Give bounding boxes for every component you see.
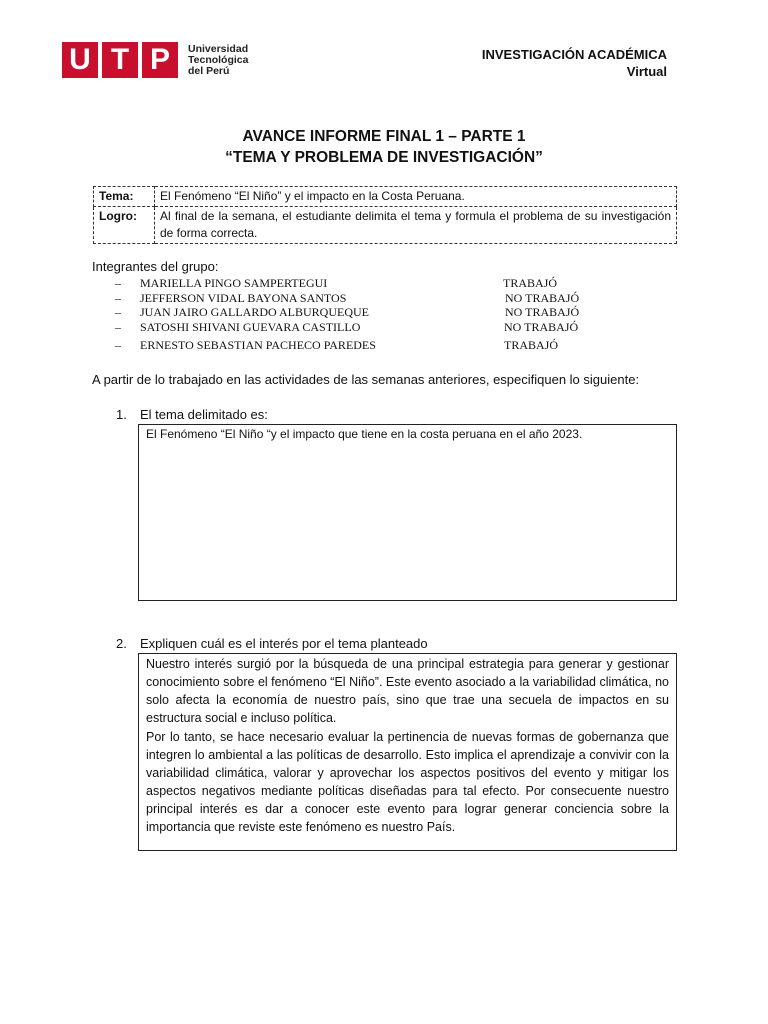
question-1-number: 1. (116, 407, 127, 422)
member-dash: – (115, 305, 121, 319)
tema-row (94, 187, 677, 207)
answer-1-text: El Fenómeno “El Niño “y el impacto que tiene en la costa peruana en el año 2023. (146, 427, 583, 441)
question-2-text: Expliquen cuál es el interés por el tema planteado (140, 636, 428, 651)
member-name: JEFFERSON VIDAL BAYONA SANTOS (140, 291, 347, 305)
member-name: JUAN JAIRO GALLARDO ALBURQUEQUE (140, 305, 369, 319)
logro-label: Logro: (94, 207, 155, 244)
question-2-number: 2. (116, 636, 127, 651)
member-dash: – (115, 320, 121, 334)
instructions-text: A partir de lo trabajado en las actividades de las semanas anteriores, especifiquen lo siguiente: (92, 372, 640, 387)
logro-value: Al final de la semana, el estudiante delimita el tema y formula el problema de su investigación de forma correcta. (155, 207, 677, 244)
member-dash: – (115, 338, 121, 352)
question-1-label (116, 407, 268, 422)
header-course-title: INVESTIGACIÓN ACADÉMICA (481, 47, 667, 62)
answer-2-paragraph-1: Nuestro interés surgió por la búsqueda de una principal estrategia para generar y gestionar conocimiento sobre el fenómeno “El Niño”. Este evento asociado a la variabilidad climática, no solo afecta la economía de nuestro país, sino que trae una secuela de impactos en su estructura social e incluso política. (146, 657, 669, 725)
member-name: ERNESTO SEBASTIAN PACHECO PAREDES (140, 338, 376, 352)
logo-university-name: Universidad Tecnológica del Perú (188, 42, 249, 77)
question-1-text: El tema delimitado es: (140, 407, 268, 422)
member-status: TRABAJÓ (503, 276, 558, 290)
tema-label: Tema: (94, 187, 155, 207)
member-name: SATOSHI SHIVANI GUEVARA CASTILLO (140, 320, 361, 334)
header-modality: Virtual (626, 64, 667, 79)
group-title: Integrantes del grupo: (92, 259, 219, 274)
member-status: NO TRABAJÓ (505, 291, 580, 305)
logo-letter-t: T (102, 42, 138, 78)
logo-letter-u: U (62, 42, 98, 78)
member-dash: – (115, 291, 121, 305)
member-name: MARIELLA PINGO SAMPERTEGUI (140, 276, 328, 290)
answer-2-paragraph-2: Por lo tanto, se hace necesario evaluar la pertinencia de nuevas formas de gobernanza que integren lo ambiental a las políticas de desarrollo. Esto implica el aprendizaje a convivir con la variabilidad climática, valorar y aprovechar los aspectos positivos del evento y mitigar los aspectos negativos mediante políticas diseñadas para tal efecto. Por consecuente nuestro principal interés es dar a conocer este evento para lograr generar conciencia sobre la importancia que reviste este fenómeno es nuestro País. (146, 730, 669, 834)
question-2-label (116, 636, 428, 651)
answer-2-box (138, 653, 677, 851)
logro-row (94, 207, 677, 244)
utp-logo (62, 42, 248, 78)
document-title (0, 126, 768, 168)
member-dash: – (115, 276, 121, 290)
tema-value: El Fenómeno “El Niño” y el impacto en la Costa Peruana. (155, 187, 677, 207)
member-status: NO TRABAJÓ (504, 320, 579, 334)
title-line-2: “TEMA Y PROBLEMA DE INVESTIGACIÓN” (225, 149, 543, 166)
info-table (93, 186, 677, 244)
logo-letter-p: P (142, 42, 178, 78)
member-status: TRABAJÓ (504, 338, 559, 352)
member-status: NO TRABAJÓ (505, 305, 580, 319)
header-course-info (482, 46, 667, 80)
title-line-1: AVANCE INFORME FINAL 1 – PARTE 1 (242, 128, 526, 145)
answer-1-box (138, 424, 677, 601)
